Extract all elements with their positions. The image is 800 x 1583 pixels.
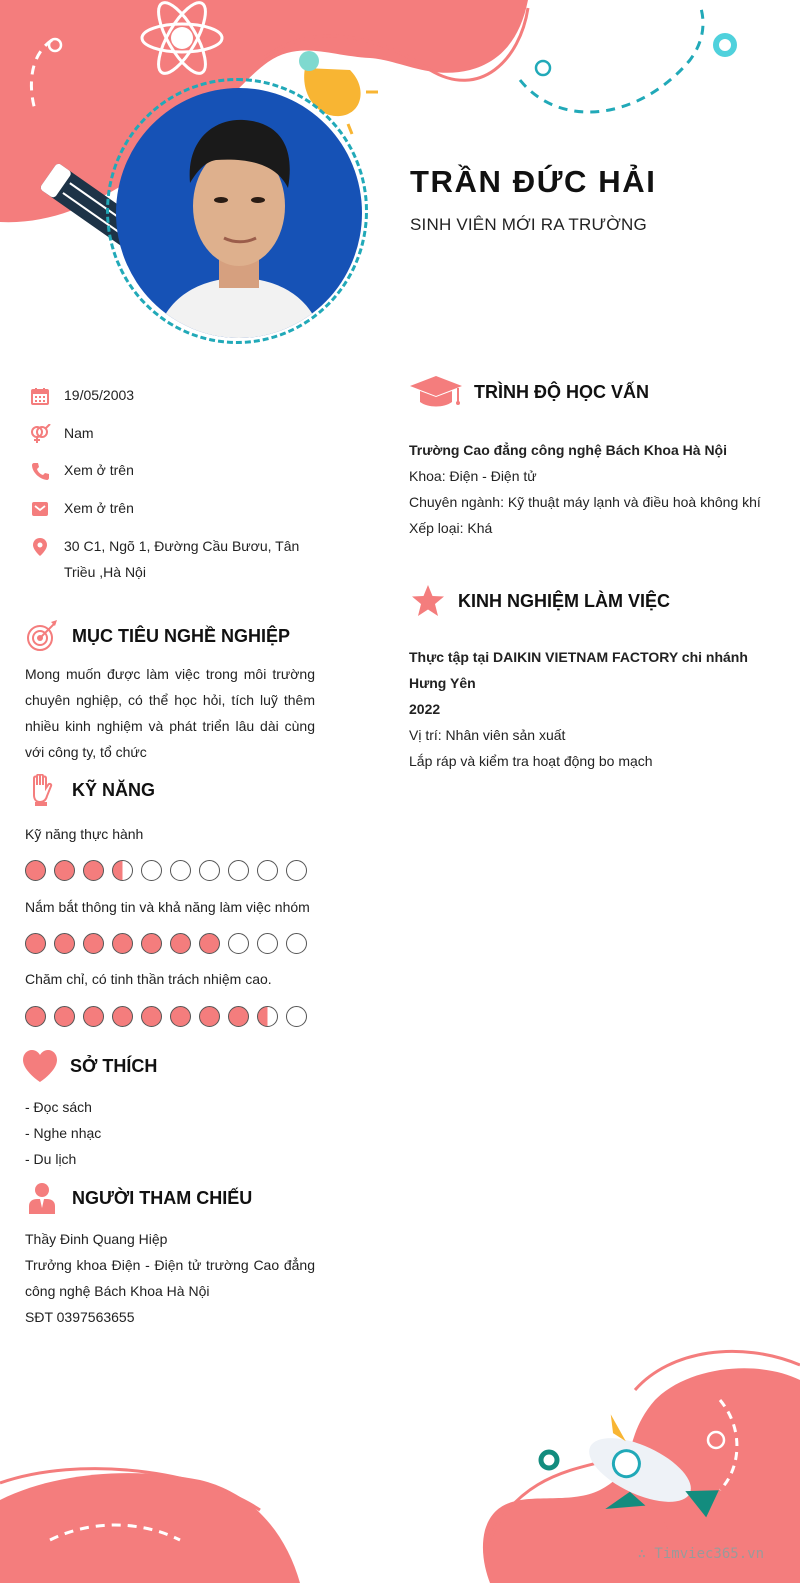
- person-icon: [22, 1180, 62, 1216]
- education-title: TRÌNH ĐỘ HỌC VẤN: [474, 381, 649, 402]
- profile-photo: [116, 88, 362, 338]
- skill-dot: [112, 860, 133, 881]
- education-header: [408, 374, 649, 410]
- candidate-role: SINH VIÊN MỚI RA TRƯỜNG: [410, 215, 647, 234]
- hobby-item: - Nghe nhạc: [25, 1125, 102, 1141]
- education-major: Chuyên ngành: Kỹ thuật máy lạnh và điều hoà không khí: [409, 494, 761, 510]
- experience-header: [408, 583, 670, 619]
- skill-label: Chăm chỉ, có tinh thần trách nhiệm cao.: [25, 971, 272, 987]
- gender-value: Nam: [64, 425, 94, 441]
- skill-dot: [112, 1006, 133, 1027]
- skill-dot: [141, 1006, 162, 1027]
- skill-dot: [170, 860, 191, 881]
- skill-dot: [286, 1006, 307, 1027]
- skill-label: Nắm bắt thông tin và khả năng làm việc nhóm: [25, 899, 310, 915]
- contact-email: [28, 498, 134, 521]
- education-details: [409, 437, 779, 541]
- graduation-cap-icon: [408, 374, 464, 410]
- contact-address: [28, 536, 318, 585]
- calendar-icon: [28, 385, 52, 407]
- skill-dot: [228, 933, 249, 954]
- skill-rating: [25, 933, 315, 954]
- experience-year: 2022: [409, 701, 441, 717]
- skill-dot: [170, 933, 191, 954]
- skill-dot: [199, 1006, 220, 1027]
- heart-icon: [20, 1048, 60, 1084]
- hobbies-header: [20, 1048, 157, 1084]
- skills-header: [22, 772, 155, 808]
- hobby-list: [25, 1094, 101, 1172]
- skill-dot: [257, 933, 278, 954]
- objective-text: Mong muốn được làm việc trong môi trường chuyên nghiệp, có thể học hỏi, tích luỹ thêm nhiều kinh nghiệm và phát triển lâu dài cùng với công ty, tổ chức: [25, 666, 315, 760]
- experience-company: Thực tập tại DAIKIN VIETNAM FACTORY chi nhánh Hưng Yên: [409, 649, 748, 691]
- skill-dot: [54, 933, 75, 954]
- skills-title: KỸ NĂNG: [72, 779, 156, 800]
- skill-dot: [141, 860, 162, 881]
- skill-dot: [54, 1006, 75, 1027]
- skill-dot: [286, 933, 307, 954]
- reference-phone: SĐT 0397563655: [25, 1309, 135, 1325]
- hobbies-title: SỞ THÍCH: [70, 1055, 158, 1076]
- star-icon: [408, 583, 448, 619]
- skill-dot: [25, 860, 46, 881]
- phone-value: Xem ở trên: [64, 462, 134, 478]
- skill-dot: [83, 860, 104, 881]
- skill-dot: [257, 860, 278, 881]
- skill-dot: [286, 860, 307, 881]
- skill-dot: [228, 860, 249, 881]
- skill-dot: [257, 1006, 278, 1027]
- education-faculty: Khoa: Điện - Điện tử: [409, 468, 537, 484]
- target-icon: [22, 618, 62, 654]
- reference-title: NGƯỜI THAM CHIẾU: [72, 1187, 253, 1208]
- education-grade: Xếp loại: Khá: [409, 520, 493, 536]
- education-school: Trường Cao đẳng công nghệ Bách Khoa Hà Nội: [409, 442, 727, 458]
- skill-dot: [199, 933, 220, 954]
- skill-dot: [141, 933, 162, 954]
- phone-icon: [28, 460, 52, 482]
- birthday-value: 19/05/2003: [64, 387, 135, 403]
- skill-dot: [25, 1006, 46, 1027]
- experience-title: KINH NGHIỆM LÀM VIỆC: [458, 590, 671, 611]
- skill-dot: [83, 1006, 104, 1027]
- avatar: [116, 88, 362, 338]
- email-value: Xem ở trên: [64, 500, 134, 516]
- skill-dot: [199, 860, 220, 881]
- experience-details: [409, 644, 779, 774]
- contact-phone: [28, 460, 134, 483]
- objective-title: MỤC TIÊU NGHỀ NGHIỆP: [72, 625, 291, 646]
- skill-rating: [25, 1006, 315, 1027]
- reference-details: [25, 1226, 315, 1330]
- location-icon: [28, 536, 52, 558]
- skill-dot: [54, 860, 75, 881]
- watermark: ∴ Timviec365.vn: [637, 1546, 764, 1562]
- address-value: 30 C1, Ngõ 1, Đường Cầu Bươu, Tân Triều ,Hà Nội: [64, 538, 300, 580]
- contact-gender: [28, 423, 94, 446]
- skill-dot: [228, 1006, 249, 1027]
- skill-rating: [25, 860, 315, 881]
- skill-dot: [25, 933, 46, 954]
- hand-icon: [22, 772, 62, 808]
- email-icon: [28, 498, 52, 520]
- hobby-item: - Du lịch: [25, 1151, 77, 1167]
- reference-position: Trưởng khoa Điện - Điện tử trường Cao đẳng công nghệ Bách Khoa Hà Nội: [25, 1257, 315, 1299]
- objective-header: [22, 618, 290, 654]
- reference-header: [22, 1180, 252, 1216]
- contact-birthday: [28, 385, 134, 408]
- candidate-name: TRẦN ĐỨC HẢI: [410, 164, 657, 199]
- hobby-item: - Đọc sách: [25, 1099, 92, 1115]
- experience-position: Vị trí: Nhân viên sản xuất: [409, 727, 566, 743]
- skill-dot: [170, 1006, 191, 1027]
- skill-label: Kỹ năng thực hành: [25, 826, 144, 842]
- gender-icon: [28, 423, 52, 445]
- experience-description: Lắp ráp và kiểm tra hoạt động bo mạch: [409, 753, 653, 769]
- skill-dot: [112, 933, 133, 954]
- skill-dot: [83, 933, 104, 954]
- reference-name: Thầy Đinh Quang Hiệp: [25, 1231, 168, 1247]
